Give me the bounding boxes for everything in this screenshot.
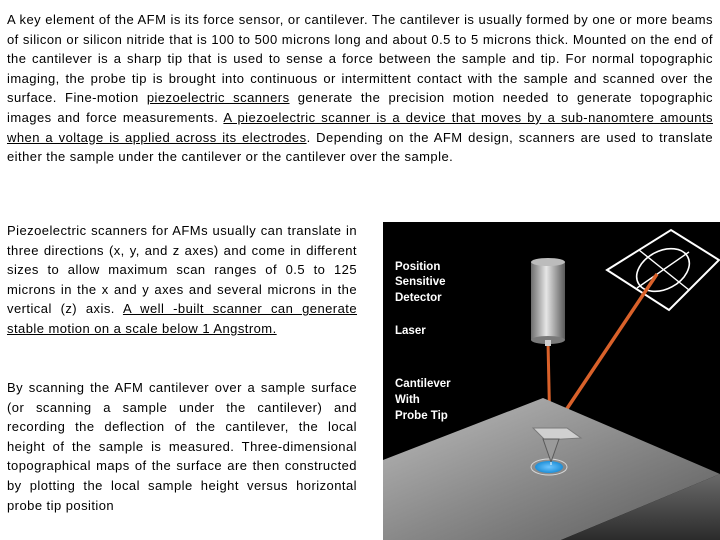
paragraph-scanning bbox=[7, 378, 357, 515]
label-sensitive: Sensitive bbox=[395, 276, 446, 288]
underlined-term-piezoelectric-scanners: piezoelectric scanners bbox=[146, 90, 290, 106]
label-position: Position bbox=[395, 261, 441, 273]
underlined-definition-scanner: A piezoelectric scanner is a device that moves by a sub-nanomtere amounts when a voltage is applied across its electrodes bbox=[7, 109, 713, 145]
afm-diagram bbox=[383, 222, 720, 540]
paragraph-text: Piezoelectric scanners for AFMs usually can translate in three directions (x, y, and z axes) and come in different sizes to allow maximum scan ranges of 0.5 to 125 microns in the x and y axes and several microns in the vertical (z) axis. bbox=[7, 223, 357, 317]
underlined-statement-angstrom: A well -built scanner can generate stable motion on a scale below 1 Angstrom. bbox=[7, 301, 358, 336]
label-detector: Detector bbox=[395, 292, 442, 304]
label-cantilever: Cantilever bbox=[395, 378, 451, 390]
paragraph-text: generate the precision motion needed to generate topographic images and force measurements. bbox=[7, 90, 713, 125]
label-with: With bbox=[395, 394, 420, 406]
paragraph-intro bbox=[7, 10, 713, 167]
label-probe-tip: Probe Tip bbox=[395, 410, 448, 422]
paragraph-scanners bbox=[7, 221, 357, 339]
label-laser: Laser bbox=[395, 325, 426, 337]
laser-source bbox=[531, 258, 565, 346]
sample-spot bbox=[535, 461, 563, 473]
paragraph-text: By scanning the AFM cantilever over a sample surface (or scanning a sample under the cantilever) and recording the deflection of the cantilever, the local height of the sample is measured. Three-dimensional topographical maps of the surface are then constructed by plotting the local sample height versus horizontal probe tip position bbox=[7, 380, 357, 513]
paragraph-text: A key element of the AFM is its force sensor, or cantilever. The cantilever is usually formed by one or more beams of silicon or silicon nitride that is 100 to 500 microns long and about 0.5 to 5 microns thick. Mounted on the end of the cantilever is a sharp tip that is used to sense a force between the sample and tip. For normal topographic imaging, the probe tip is brought into continuous or intermittent contact with the sample and scanned over the surface. Fine-motion bbox=[7, 12, 713, 106]
paragraph-text: . Depending on the AFM design, scanners are used to translate either the sample under the cantilever or the cantilever over the sample. bbox=[7, 129, 713, 165]
